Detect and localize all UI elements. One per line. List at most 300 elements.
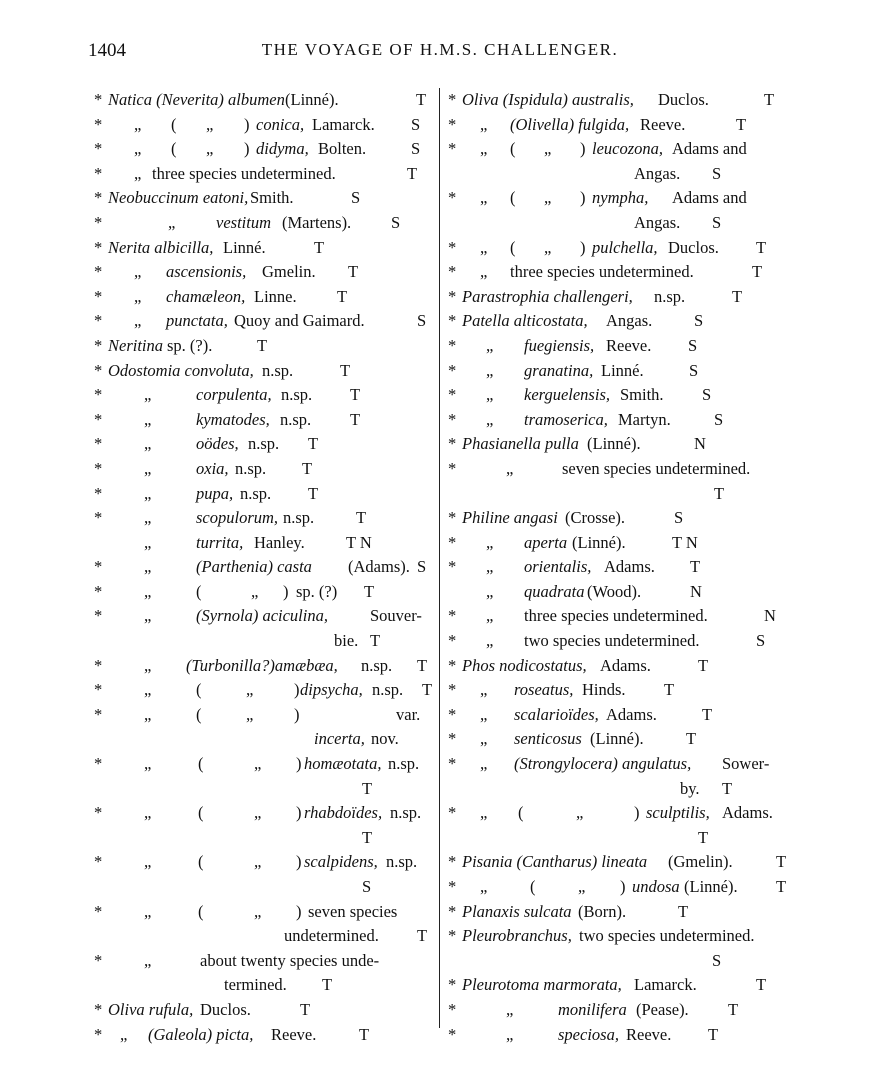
- entry-text: S: [391, 212, 401, 232]
- entry-text: *: [448, 434, 457, 454]
- entry-text: speciosa,: [558, 1024, 619, 1044]
- list-entry-line: [446, 186, 796, 211]
- entry-text: „: [480, 803, 488, 823]
- entry-text: Patella alticostata,: [462, 311, 588, 331]
- entry-text: T: [698, 655, 709, 675]
- entry-text: „: [480, 877, 488, 896]
- entry-text: (Adams).: [348, 557, 410, 577]
- entry-text: S: [694, 311, 704, 331]
- entry-text: (: [171, 114, 177, 134]
- list-entry-line: [86, 654, 438, 679]
- entry-text: S: [351, 188, 361, 208]
- entry-text: „: [480, 680, 488, 700]
- entry-text: S: [712, 163, 722, 183]
- entry-text: *: [448, 385, 457, 405]
- entry-text: scalarioïdes,: [514, 704, 599, 724]
- entry-text: „: [120, 1024, 128, 1044]
- list-entry-line: [86, 432, 438, 457]
- entry-text: n.sp.: [235, 458, 267, 478]
- entry-text: *: [448, 803, 457, 823]
- entry-text: T: [686, 729, 697, 749]
- entry-text: undosa: [632, 877, 680, 896]
- entry-text: „: [144, 434, 152, 454]
- entry-text: *: [94, 114, 103, 134]
- list-entry-line: [86, 260, 438, 285]
- entry-text: (: [198, 852, 204, 872]
- entry-text: *: [94, 680, 103, 700]
- list-entry-line: [86, 457, 438, 482]
- entry-text: N: [690, 581, 702, 601]
- left-column: [86, 88, 438, 1047]
- entry-text: *: [94, 483, 103, 503]
- entry-text: Neobuccinum eatoni,: [108, 188, 249, 208]
- entry-text: „: [486, 360, 494, 380]
- list-entry-line: [86, 137, 438, 162]
- entry-text: T: [417, 655, 428, 675]
- entry-text: *: [94, 212, 103, 232]
- entry-text: *: [94, 90, 103, 109]
- entry-text: ): [634, 803, 640, 823]
- entry-text: T: [300, 999, 311, 1019]
- entry-text: „: [506, 458, 514, 478]
- entry-text: *: [448, 877, 457, 896]
- list-entry-line: [446, 604, 796, 629]
- entry-text: n.sp.: [280, 409, 312, 429]
- entry-text: undetermined.: [284, 926, 379, 946]
- entry-text: *: [94, 163, 103, 183]
- entry-text: „: [144, 852, 152, 872]
- entry-text: S: [689, 360, 699, 380]
- list-entry-line: [446, 457, 796, 482]
- entry-text: Linné.: [601, 360, 644, 380]
- page-header: [0, 40, 880, 70]
- entry-text: Duclos.: [200, 999, 251, 1019]
- entry-text: *: [448, 311, 457, 331]
- entry-text: Philine angasi: [462, 508, 558, 528]
- entry-text: T: [362, 827, 373, 847]
- list-entry-line: [86, 801, 438, 826]
- entry-text: S: [362, 877, 372, 896]
- entry-text: n.sp.: [283, 508, 315, 528]
- entry-text: three species undetermined.: [510, 262, 694, 282]
- entry-text: n.sp.: [390, 803, 422, 823]
- entry-text: „: [544, 237, 552, 257]
- entry-text: aperta: [524, 532, 568, 552]
- entry-text: Linne.: [254, 286, 297, 306]
- entry-text: *: [94, 286, 103, 306]
- entry-text: T: [752, 262, 763, 282]
- entry-text: Adams and: [672, 188, 747, 208]
- entry-text: „: [144, 409, 152, 429]
- entry-text: Natica (Neverita) albumen: [108, 90, 285, 109]
- entry-text: T: [728, 999, 739, 1019]
- entry-text: three species undetermined.: [152, 163, 336, 183]
- entry-text: „: [144, 754, 152, 774]
- entry-text: Pleurobranchus,: [462, 926, 572, 946]
- entry-text: (Olivella) fulgida,: [510, 114, 630, 134]
- list-entry-line: [86, 186, 438, 211]
- entry-text: ): [244, 114, 250, 134]
- entry-text: „: [144, 655, 152, 675]
- entry-text: „: [480, 188, 488, 208]
- entry-text: oödes,: [196, 434, 239, 454]
- entry-text: n.sp.: [386, 852, 418, 872]
- entry-text: (: [196, 581, 202, 601]
- entry-text: *: [448, 360, 457, 380]
- entry-text: „: [134, 311, 142, 331]
- entry-text: S: [674, 508, 684, 528]
- list-entry-line: [446, 973, 796, 998]
- list-entry-line: [446, 211, 796, 236]
- list-entry-line: [86, 1023, 438, 1048]
- list-entry-line: [446, 949, 796, 974]
- entry-text: „: [254, 852, 262, 872]
- entry-text: (: [510, 139, 516, 159]
- entry-text: Adams.: [722, 803, 773, 823]
- list-entry-line: [86, 973, 438, 998]
- entry-text: „: [480, 237, 488, 257]
- entry-text: n.sp.: [372, 680, 404, 700]
- entry-text: T: [359, 1024, 370, 1044]
- list-entry-line: [446, 236, 796, 261]
- list-entry-line: [446, 555, 796, 580]
- entry-text: Linné.: [223, 237, 266, 257]
- entry-text: T: [776, 877, 787, 896]
- entry-text: „: [486, 409, 494, 429]
- entry-text: S: [712, 950, 722, 970]
- list-entry-line: [86, 604, 438, 629]
- entry-text: seven species undetermined.: [562, 458, 751, 478]
- list-entry-line: [86, 162, 438, 187]
- entry-text: (Linné).: [285, 90, 339, 109]
- entry-text: Duclos.: [668, 237, 719, 257]
- entry-text: *: [448, 90, 457, 109]
- entry-text: Souver-: [370, 606, 422, 626]
- list-entry-line: [446, 260, 796, 285]
- list-entry-line: [86, 629, 438, 654]
- entry-text: *: [448, 262, 457, 282]
- entry-text: (Linné).: [684, 877, 738, 896]
- entry-text: T: [314, 237, 325, 257]
- entry-text: (Linné).: [587, 434, 641, 454]
- entry-text: *: [94, 754, 103, 774]
- entry-text: *: [448, 975, 457, 995]
- entry-text: (Syrnola) aciculina,: [196, 606, 328, 626]
- entry-text: „: [486, 631, 494, 651]
- entry-text: by.: [680, 778, 700, 798]
- entry-text: homæotata,: [304, 754, 382, 774]
- entry-text: T: [362, 778, 373, 798]
- entry-text: Angas.: [634, 163, 681, 183]
- entry-text: leucozona,: [592, 139, 664, 159]
- entry-text: *: [448, 754, 457, 774]
- entry-text: n.sp.: [240, 483, 272, 503]
- entry-text: Reeve.: [640, 114, 686, 134]
- entry-text: „: [144, 704, 152, 724]
- list-entry-line: [86, 236, 438, 261]
- entry-text: „: [578, 877, 586, 896]
- entry-text: termined.: [224, 975, 287, 995]
- entry-text: „: [254, 754, 262, 774]
- entry-text: *: [448, 926, 457, 946]
- entry-text: Adams.: [606, 704, 657, 724]
- entry-text: *: [94, 557, 103, 577]
- entry-text: tramoserica,: [524, 409, 608, 429]
- entry-text: chamæleon,: [166, 286, 246, 306]
- entry-text: *: [94, 434, 103, 454]
- list-entry-line: [86, 555, 438, 580]
- entry-text: Parastrophia challengeri,: [462, 286, 633, 306]
- entry-text: Pisania (Cantharus) lineata: [462, 852, 648, 872]
- entry-text: (Gmelin).: [668, 852, 733, 872]
- entry-text: *: [448, 114, 457, 134]
- entry-text: T: [756, 975, 767, 995]
- entry-text: „: [486, 532, 494, 552]
- entry-text: *: [94, 852, 103, 872]
- list-entry-line: [86, 703, 438, 728]
- entry-text: „: [144, 532, 152, 552]
- entry-text: (: [198, 754, 204, 774]
- entry-text: kerguelensis,: [524, 385, 610, 405]
- entry-text: „: [251, 581, 259, 601]
- entry-text: „: [144, 483, 152, 503]
- entry-text: T: [337, 286, 348, 306]
- list-entry-line: [446, 801, 796, 826]
- entry-text: n.sp.: [248, 434, 280, 454]
- entry-text: „: [144, 803, 152, 823]
- entry-text: pulchella,: [592, 237, 658, 257]
- entry-text: „: [168, 212, 176, 232]
- entry-text: S: [688, 335, 698, 355]
- list-entry-line: [446, 432, 796, 457]
- entry-text: didyma,: [256, 139, 309, 159]
- entry-text: *: [94, 385, 103, 405]
- entry-text: „: [544, 139, 552, 159]
- entry-text: „: [144, 385, 152, 405]
- entry-text: nympha,: [592, 188, 649, 208]
- entry-text: T: [678, 901, 689, 921]
- list-entry-line: [86, 752, 438, 777]
- entry-text: T: [776, 852, 787, 872]
- entry-text: nov.: [371, 729, 399, 749]
- list-entry-line: [86, 924, 438, 949]
- entry-text: ): [294, 704, 300, 724]
- entry-text: monilifera: [558, 999, 627, 1019]
- entry-text: *: [448, 606, 457, 626]
- list-entry-line: [86, 113, 438, 138]
- entry-text: Duclos.: [658, 90, 709, 109]
- list-entry-line: [86, 777, 438, 802]
- list-entry-line: [446, 850, 796, 875]
- list-entry-line: [446, 654, 796, 679]
- entry-text: T: [350, 409, 361, 429]
- entry-text: „: [480, 114, 488, 134]
- entry-text: *: [448, 286, 457, 306]
- entry-text: quadrata: [524, 581, 585, 601]
- entry-text: Adams and: [672, 139, 747, 159]
- list-entry-line: [446, 531, 796, 556]
- entry-text: „: [486, 557, 494, 577]
- entry-text: *: [94, 999, 103, 1019]
- entry-text: conica,: [256, 114, 305, 134]
- entry-text: „: [544, 188, 552, 208]
- entry-text: „: [480, 729, 488, 749]
- entry-text: „: [134, 163, 142, 183]
- list-entry-line: [446, 285, 796, 310]
- entry-text: *: [448, 557, 457, 577]
- entry-text: two species undetermined.: [524, 631, 700, 651]
- entry-text: (: [198, 803, 204, 823]
- entry-text: „: [144, 458, 152, 478]
- list-entry-line: [446, 678, 796, 703]
- entry-text: sculptilis,: [646, 803, 710, 823]
- list-entry-line: [86, 580, 438, 605]
- entry-text: Gmelin.: [262, 262, 316, 282]
- list-entry-line: [86, 998, 438, 1023]
- entry-text: orientalis,: [524, 557, 592, 577]
- entry-text: T: [348, 262, 359, 282]
- entry-text: *: [94, 237, 103, 257]
- entry-text: *: [94, 606, 103, 626]
- entry-text: dipsycha,: [300, 680, 363, 700]
- list-entry-line: [86, 826, 438, 851]
- entry-text: „: [246, 680, 254, 700]
- entry-text: „: [480, 139, 488, 159]
- entry-text: T N: [672, 532, 698, 552]
- list-entry-line: [446, 629, 796, 654]
- entry-text: „: [576, 803, 584, 823]
- entry-text: scalpidens,: [304, 852, 378, 872]
- entry-text: n.sp.: [281, 385, 313, 405]
- entry-text: T: [308, 434, 319, 454]
- list-entry-line: [446, 359, 796, 384]
- list-entry-line: [446, 703, 796, 728]
- entry-text: Lamarck.: [634, 975, 697, 995]
- entry-text: Hanley.: [254, 532, 305, 552]
- entry-text: Smith.: [620, 385, 664, 405]
- column-divider: [439, 88, 440, 1028]
- entry-text: *: [448, 237, 457, 257]
- entry-text: S: [411, 139, 421, 159]
- entry-text: T: [370, 631, 381, 651]
- entry-text: Reeve.: [626, 1024, 672, 1044]
- entry-text: ): [580, 139, 586, 159]
- list-entry-line: [86, 850, 438, 875]
- entry-text: *: [94, 360, 103, 380]
- entry-text: fuegiensis,: [524, 335, 595, 355]
- right-column: [446, 88, 796, 1047]
- list-entry-line: [86, 727, 438, 752]
- entry-text: *: [448, 704, 457, 724]
- entry-text: (Parthenia) casta: [196, 557, 312, 577]
- entry-text: *: [94, 950, 103, 970]
- entry-text: *: [448, 532, 457, 552]
- entry-text: (Galeola) picta,: [148, 1024, 254, 1044]
- entry-text: T: [407, 163, 418, 183]
- entry-text: „: [254, 901, 262, 921]
- entry-text: *: [448, 655, 457, 675]
- entry-text: „: [144, 581, 152, 601]
- list-entry-line: [86, 334, 438, 359]
- entry-text: Adams.: [604, 557, 655, 577]
- entry-text: „: [486, 335, 494, 355]
- entry-text: rhabdoïdes,: [304, 803, 383, 823]
- list-entry-line: [86, 678, 438, 703]
- entry-text: *: [448, 188, 457, 208]
- list-entry-line: [446, 1023, 796, 1048]
- entry-text: (Turbonilla?)amæbæa,: [186, 655, 338, 675]
- entry-text: (Crosse).: [565, 508, 626, 528]
- entry-text: T: [698, 827, 709, 847]
- entry-text: punctata,: [166, 311, 228, 331]
- entry-text: Bolten.: [318, 139, 367, 159]
- entry-text: incerta,: [314, 729, 365, 749]
- list-entry-line: [446, 727, 796, 752]
- entry-text: „: [486, 385, 494, 405]
- entry-text: two species undetermined.: [579, 926, 755, 946]
- entry-text: *: [448, 631, 457, 651]
- entry-text: (: [530, 877, 536, 896]
- entry-text: bie.: [334, 631, 359, 651]
- entry-text: (Strongylocera) angulatus,: [514, 754, 692, 774]
- entry-text: ): [296, 803, 302, 823]
- entry-text: T: [756, 237, 767, 257]
- entry-text: *: [94, 704, 103, 724]
- entry-text: (: [510, 237, 516, 257]
- entry-text: T: [732, 286, 743, 306]
- entry-text: n.sp.: [262, 360, 294, 380]
- entry-text: T: [416, 90, 427, 109]
- entry-text: T: [664, 680, 675, 700]
- entry-text: Hinds.: [582, 680, 626, 700]
- entry-text: ): [296, 754, 302, 774]
- list-entry-line: [446, 998, 796, 1023]
- list-entry-line: [86, 949, 438, 974]
- entry-text: S: [756, 631, 766, 651]
- entry-text: „: [144, 901, 152, 921]
- entry-text: T: [257, 335, 268, 355]
- entry-text: granatina,: [524, 360, 594, 380]
- list-entry-line: [86, 506, 438, 531]
- entry-text: n.sp.: [654, 286, 686, 306]
- entry-text: Quoy and Gaimard.: [234, 311, 365, 331]
- entry-text: S: [411, 114, 421, 134]
- entry-text: var.: [396, 704, 421, 724]
- entry-text: N: [764, 606, 776, 626]
- entry-text: Adams.: [600, 655, 651, 675]
- entry-text: „: [480, 754, 488, 774]
- entry-text: (Born).: [578, 901, 627, 921]
- entry-text: *: [94, 803, 103, 823]
- entry-text: *: [448, 508, 457, 528]
- entry-text: „: [134, 139, 142, 159]
- entry-text: T: [322, 975, 333, 995]
- list-entry-line: [446, 580, 796, 605]
- entry-text: seven species: [308, 901, 398, 921]
- entry-text: T N: [346, 532, 372, 552]
- entry-text: ): [580, 237, 586, 257]
- page-number: 1404: [88, 40, 126, 61]
- entry-text: Angas.: [606, 311, 653, 331]
- entry-text: „: [486, 581, 494, 601]
- entry-text: pupa,: [196, 483, 234, 503]
- running-title: THE VOYAGE OF H.M.S. CHALLENGER.: [261, 40, 619, 59]
- list-entry-line: [446, 777, 796, 802]
- entry-text: „: [246, 704, 254, 724]
- entry-text: *: [448, 409, 457, 429]
- entry-text: ): [244, 139, 250, 159]
- entry-text: T: [340, 360, 351, 380]
